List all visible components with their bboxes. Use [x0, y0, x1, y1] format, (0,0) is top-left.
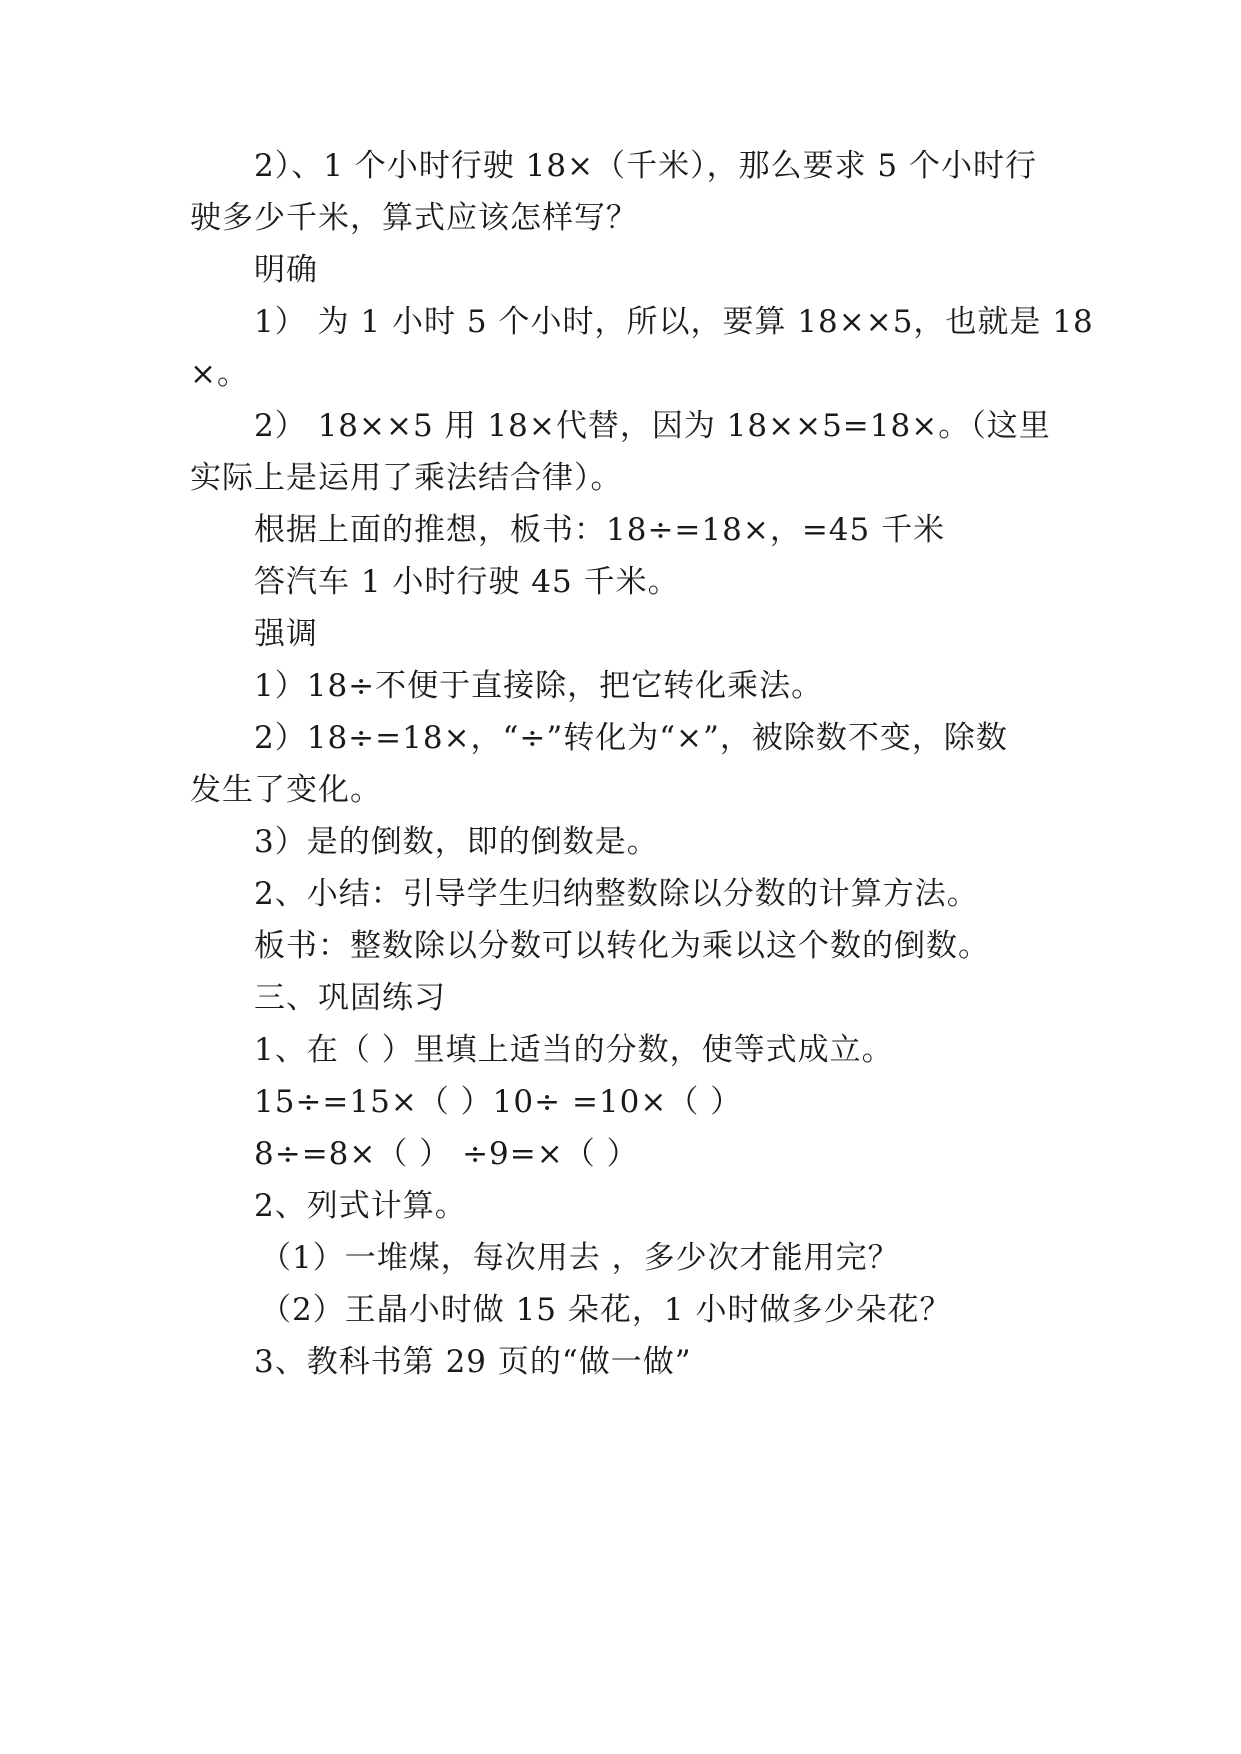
exercise-item: 3、教科书第 29 页的“做一做”: [254, 1344, 692, 1380]
text-line: 3）是的倒数，即的倒数是。: [254, 824, 659, 860]
exercise-item: 1、在（ ）里填上适当的分数，使等式成立。: [254, 1032, 894, 1068]
text-line: 答汽车 1 小时行驶 45 千米。: [254, 564, 680, 600]
section-label: 明确: [254, 252, 318, 288]
text-line: 板书：整数除以分数可以转化为乘以这个数的倒数。: [254, 928, 990, 964]
text-line: 2）18÷=18×，“÷”转化为“×”，被除数不变，除数: [254, 720, 1008, 756]
exercise-subitem: （2）王晶小时做 15 朵花，1 小时做多少朵花？: [260, 1292, 952, 1328]
section-label: 强调: [254, 616, 318, 652]
exercise-item: 2、列式计算。: [254, 1188, 467, 1224]
text-line: 2、小结：引导学生归纳整数除以分数的计算方法。: [254, 876, 979, 912]
text-line: 1）18÷不便于直接除，把它转化乘法。: [254, 668, 824, 704]
text-line: 实际上是运用了乘法结合律）。: [190, 460, 623, 496]
text-line: 驶多少千米，算式应该怎样写？: [190, 200, 638, 236]
text-line: 2） 18××5 用 18×代替，因为 18××5=18×。（这里: [254, 408, 1051, 444]
text-line: 发生了变化。: [190, 772, 382, 808]
text-line: 1） 为 1 小时 5 个小时，所以，要算 18××5，也就是 18: [254, 304, 1094, 340]
section-heading: 三、巩固练习: [254, 980, 446, 1016]
equation-line: 15÷=15×（ ）10÷ =10×（ ）: [254, 1084, 743, 1120]
text-line: ×。: [190, 356, 249, 392]
equation-line: 8÷=8×（ ） ÷9=×（ ）: [254, 1136, 639, 1172]
text-line: 2）、1 个小时行驶 18×（千米），那么要求 5 个小时行: [254, 148, 1038, 184]
exercise-subitem: （1）一堆煤，每次用去 ，多少次才能用完？: [260, 1240, 900, 1276]
text-line: 根据上面的推想，板书：18÷=18×，=45 千米: [254, 512, 946, 548]
